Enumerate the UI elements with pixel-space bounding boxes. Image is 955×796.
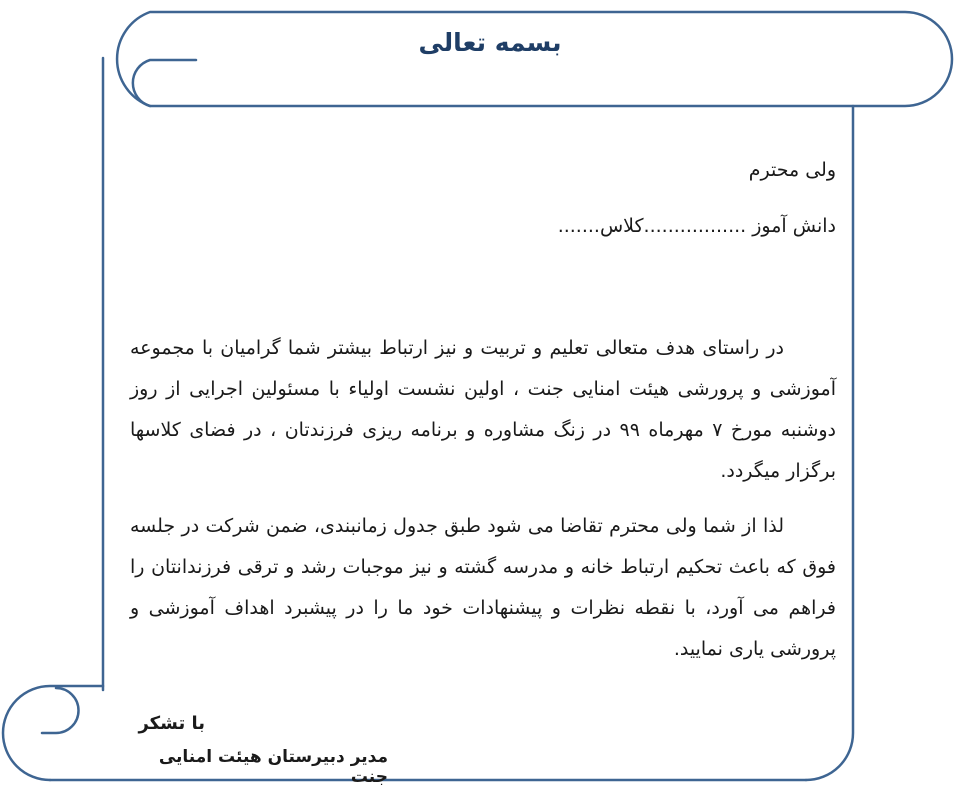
bottom-left-spiral [42, 688, 79, 733]
letter-title: بسمه تعالی [418, 28, 562, 57]
greeting: ولی محترم [748, 159, 836, 181]
paragraph-request: لذا از شما ولی محترم تقاضا می شود طبق جدول زمانبندی، ضمن شرکت در جلسه فوق که باعث تحکیم ارتباط خانه و مدرسه گشته و نیز موجبات رشد و ترقی فرزندانتان را فراهم می آورد، با نقطه نظرات و پیشنهادات خود ما را در پیشبرد اهداف آموزشی و پرورشی یاری نمایید. [130, 515, 836, 660]
top-scroll-curl [117, 12, 952, 106]
signer-title: مدیر دبیرستان هیئت امنایی جنت [158, 747, 388, 787]
student-class-line: دانش آموز .................کلاس....... [557, 215, 836, 237]
top-left-spiral [133, 60, 196, 106]
letter-body [130, 152, 836, 670]
paragraph-invitation: در راستای هدف متعالی تعلیم و تربیت و نیز ارتباط بیشتر شما گرامیان با مجموعه آموزشی و پرورشی هیئت امنایی جنت ، اولین نشست اولیاء با مسئولین اجرایی از روز دوشنبه مورخ ۷ مهرماه ۹۹ در زنگ مشاوره و برنامه ریزی فرزندتان ، در فضای کلاسها برگزار میگردد. [130, 337, 837, 482]
closing-text: با تشکر [138, 713, 205, 734]
